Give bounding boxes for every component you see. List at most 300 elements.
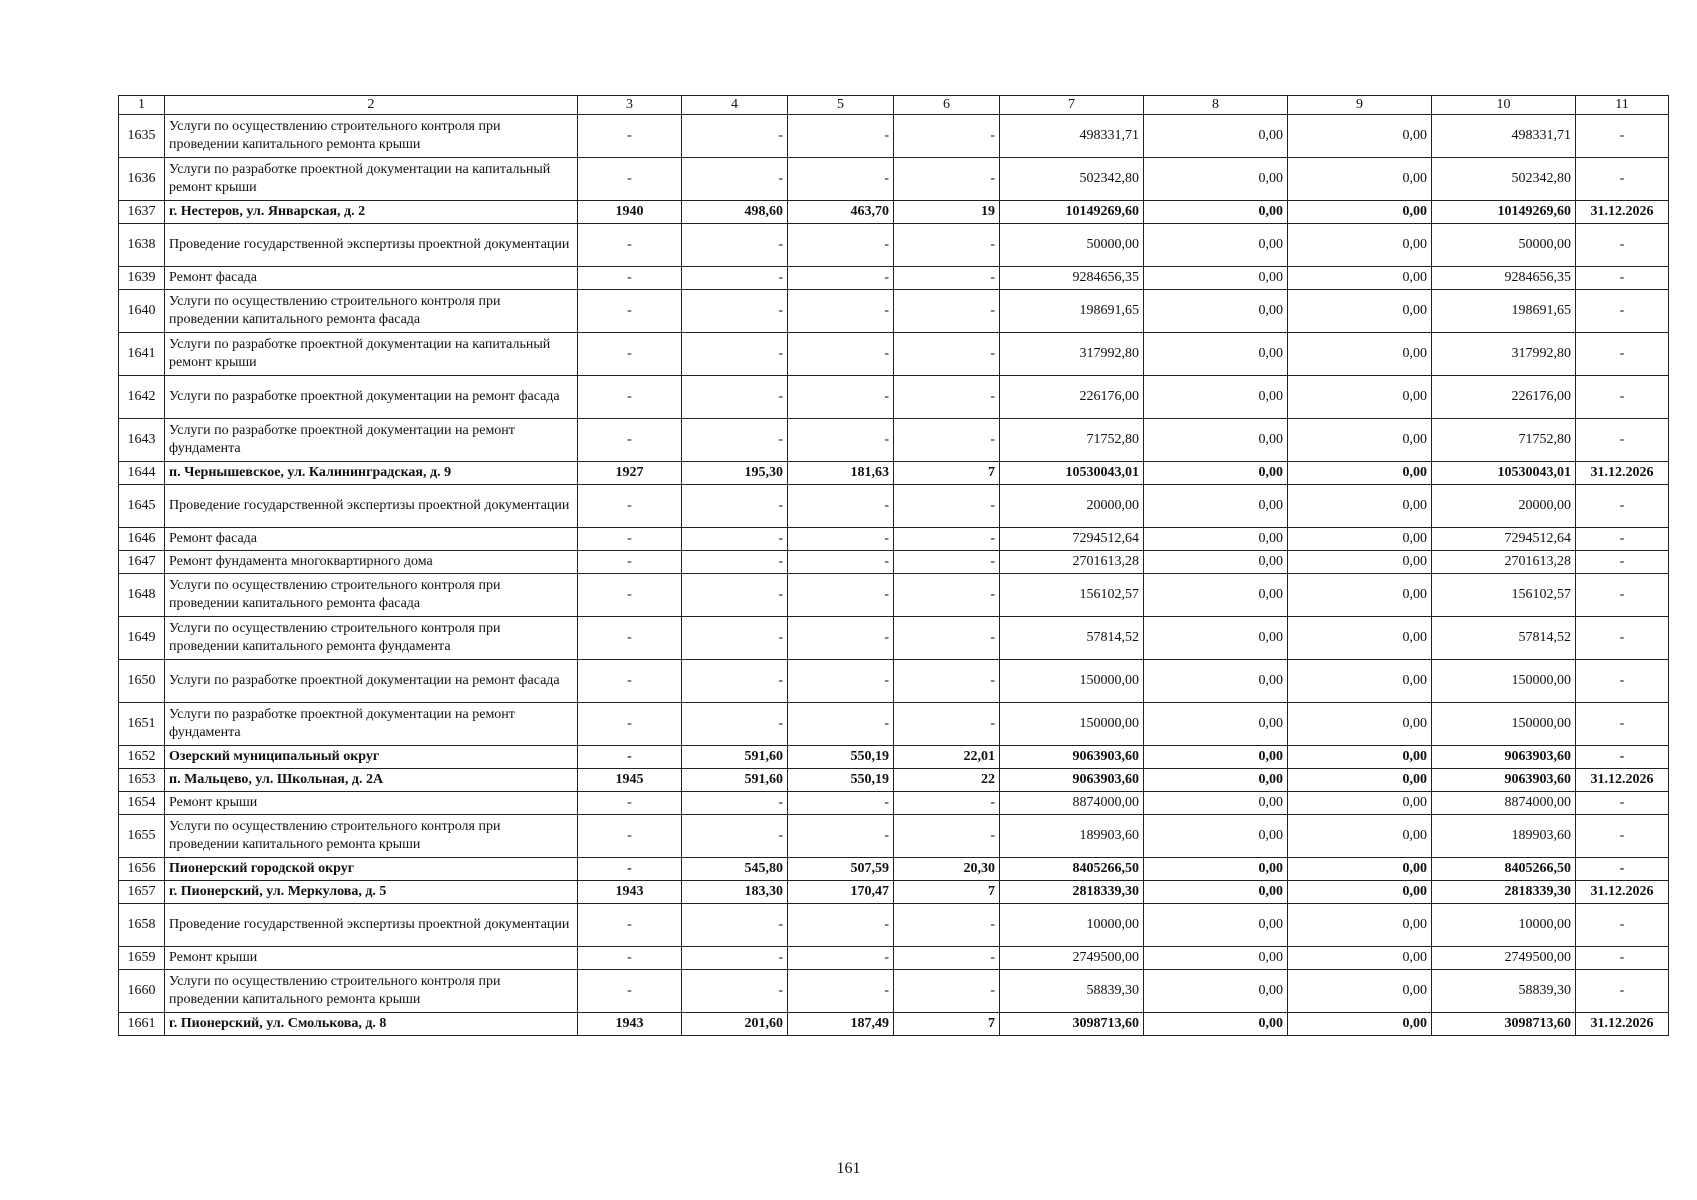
year-cell: - bbox=[578, 158, 682, 201]
work-row bbox=[119, 703, 1669, 746]
row-number-cell: 1648 bbox=[119, 574, 165, 617]
residents-cell: 19 bbox=[894, 201, 1000, 224]
year-cell: 1945 bbox=[578, 769, 682, 792]
work-name-cell: Услуги по осуществлению строительного контроля при проведении капитального ремонта фасада bbox=[165, 290, 578, 333]
fund-cost-cell: 0,00 bbox=[1144, 267, 1288, 290]
row-number-cell: 1655 bbox=[119, 815, 165, 858]
column-header: 11 bbox=[1576, 96, 1669, 115]
owners-cost-cell: 226176,00 bbox=[1432, 376, 1576, 419]
residents-cell: - bbox=[894, 660, 1000, 703]
address-row bbox=[119, 746, 1669, 769]
owners-cost-cell: 2749500,00 bbox=[1432, 947, 1576, 970]
column-header: 8 bbox=[1144, 96, 1288, 115]
deadline-cell: - bbox=[1576, 115, 1669, 158]
residents-cell: - bbox=[894, 267, 1000, 290]
work-name-cell: п. Чернышевское, ул. Калининградская, д. 9 bbox=[165, 462, 578, 485]
work-name-cell: Ремонт крыши bbox=[165, 947, 578, 970]
work-name-cell: Услуги по осуществлению строительного контроля при проведении капитального ремонта фасада bbox=[165, 574, 578, 617]
total-area-cell: - bbox=[682, 792, 788, 815]
budget-cost-cell: 0,00 bbox=[1288, 970, 1432, 1013]
residents-cell: - bbox=[894, 290, 1000, 333]
deadline-cell: - bbox=[1576, 792, 1669, 815]
residents-cell: 7 bbox=[894, 462, 1000, 485]
column-header: 7 bbox=[1000, 96, 1144, 115]
row-number-cell: 1654 bbox=[119, 792, 165, 815]
total-cost-cell: 156102,57 bbox=[1000, 574, 1144, 617]
work-row bbox=[119, 792, 1669, 815]
year-cell: - bbox=[578, 224, 682, 267]
total-cost-cell: 20000,00 bbox=[1000, 485, 1144, 528]
fund-cost-cell: 0,00 bbox=[1144, 574, 1288, 617]
work-row bbox=[119, 904, 1669, 947]
budget-cost-cell: 0,00 bbox=[1288, 158, 1432, 201]
owners-cost-cell: 20000,00 bbox=[1432, 485, 1576, 528]
row-number-cell: 1641 bbox=[119, 333, 165, 376]
residents-cell: - bbox=[894, 551, 1000, 574]
deadline-cell: 31.12.2026 bbox=[1576, 1013, 1669, 1036]
address-row bbox=[119, 858, 1669, 881]
living-area-cell: - bbox=[788, 792, 894, 815]
budget-cost-cell: 0,00 bbox=[1288, 792, 1432, 815]
fund-cost-cell: 0,00 bbox=[1144, 528, 1288, 551]
row-number-cell: 1638 bbox=[119, 224, 165, 267]
budget-cost-cell: 0,00 bbox=[1288, 746, 1432, 769]
deadline-cell: - bbox=[1576, 617, 1669, 660]
total-cost-cell: 58839,30 bbox=[1000, 970, 1144, 1013]
row-number-cell: 1649 bbox=[119, 617, 165, 660]
owners-cost-cell: 150000,00 bbox=[1432, 703, 1576, 746]
residents-cell: - bbox=[894, 419, 1000, 462]
year-cell: - bbox=[578, 746, 682, 769]
budget-cost-cell: 0,00 bbox=[1288, 224, 1432, 267]
living-area-cell: - bbox=[788, 528, 894, 551]
work-row bbox=[119, 660, 1669, 703]
year-cell: - bbox=[578, 617, 682, 660]
fund-cost-cell: 0,00 bbox=[1144, 617, 1288, 660]
fund-cost-cell: 0,00 bbox=[1144, 333, 1288, 376]
fund-cost-cell: 0,00 bbox=[1144, 485, 1288, 528]
budget-cost-cell: 0,00 bbox=[1288, 815, 1432, 858]
owners-cost-cell: 50000,00 bbox=[1432, 224, 1576, 267]
living-area-cell: - bbox=[788, 617, 894, 660]
budget-cost-cell: 0,00 bbox=[1288, 201, 1432, 224]
living-area-cell: 170,47 bbox=[788, 881, 894, 904]
deadline-cell: - bbox=[1576, 815, 1669, 858]
work-name-cell: Услуги по разработке проектной документации на ремонт фундамента bbox=[165, 419, 578, 462]
residents-cell: - bbox=[894, 528, 1000, 551]
deadline-cell: - bbox=[1576, 970, 1669, 1013]
fund-cost-cell: 0,00 bbox=[1144, 462, 1288, 485]
residents-cell: 7 bbox=[894, 881, 1000, 904]
year-cell: 1943 bbox=[578, 881, 682, 904]
row-number-cell: 1646 bbox=[119, 528, 165, 551]
total-cost-cell: 150000,00 bbox=[1000, 703, 1144, 746]
total-area-cell: - bbox=[682, 660, 788, 703]
total-area-cell: - bbox=[682, 703, 788, 746]
row-number-cell: 1647 bbox=[119, 551, 165, 574]
total-cost-cell: 9063903,60 bbox=[1000, 769, 1144, 792]
work-row bbox=[119, 290, 1669, 333]
work-name-cell: Проведение государственной экспертизы проектной документации bbox=[165, 485, 578, 528]
deadline-cell: - bbox=[1576, 485, 1669, 528]
total-area-cell: - bbox=[682, 551, 788, 574]
row-number-cell: 1650 bbox=[119, 660, 165, 703]
year-cell: 1927 bbox=[578, 462, 682, 485]
residents-cell: - bbox=[894, 224, 1000, 267]
total-cost-cell: 150000,00 bbox=[1000, 660, 1144, 703]
budget-cost-cell: 0,00 bbox=[1288, 703, 1432, 746]
total-area-cell: - bbox=[682, 333, 788, 376]
column-header: 10 bbox=[1432, 96, 1576, 115]
total-area-cell: - bbox=[682, 376, 788, 419]
fund-cost-cell: 0,00 bbox=[1144, 115, 1288, 158]
row-number-cell: 1660 bbox=[119, 970, 165, 1013]
total-cost-cell: 2749500,00 bbox=[1000, 947, 1144, 970]
year-cell: - bbox=[578, 792, 682, 815]
work-row bbox=[119, 224, 1669, 267]
total-cost-cell: 7294512,64 bbox=[1000, 528, 1144, 551]
work-name-cell: Озерский муниципальный округ bbox=[165, 746, 578, 769]
deadline-cell: - bbox=[1576, 267, 1669, 290]
budget-cost-cell: 0,00 bbox=[1288, 660, 1432, 703]
work-name-cell: Услуги по разработке проектной документации на капитальный ремонт крыши bbox=[165, 158, 578, 201]
year-cell: 1943 bbox=[578, 1013, 682, 1036]
row-number-cell: 1637 bbox=[119, 201, 165, 224]
work-name-cell: г. Нестеров, ул. Январская, д. 2 bbox=[165, 201, 578, 224]
deadline-cell: - bbox=[1576, 419, 1669, 462]
fund-cost-cell: 0,00 bbox=[1144, 746, 1288, 769]
fund-cost-cell: 0,00 bbox=[1144, 1013, 1288, 1036]
work-name-cell: Ремонт фасада bbox=[165, 267, 578, 290]
total-cost-cell: 10000,00 bbox=[1000, 904, 1144, 947]
year-cell: - bbox=[578, 904, 682, 947]
residents-cell: 7 bbox=[894, 1013, 1000, 1036]
owners-cost-cell: 9284656,35 bbox=[1432, 267, 1576, 290]
living-area-cell: 550,19 bbox=[788, 746, 894, 769]
total-area-cell: - bbox=[682, 947, 788, 970]
fund-cost-cell: 0,00 bbox=[1144, 376, 1288, 419]
work-row bbox=[119, 551, 1669, 574]
work-row bbox=[119, 574, 1669, 617]
living-area-cell: - bbox=[788, 815, 894, 858]
budget-cost-cell: 0,00 bbox=[1288, 333, 1432, 376]
residents-cell: 22 bbox=[894, 769, 1000, 792]
living-area-cell: - bbox=[788, 574, 894, 617]
total-cost-cell: 317992,80 bbox=[1000, 333, 1144, 376]
total-cost-cell: 8405266,50 bbox=[1000, 858, 1144, 881]
total-area-cell: - bbox=[682, 528, 788, 551]
year-cell: 1940 bbox=[578, 201, 682, 224]
owners-cost-cell: 2818339,30 bbox=[1432, 881, 1576, 904]
owners-cost-cell: 58839,30 bbox=[1432, 970, 1576, 1013]
owners-cost-cell: 10530043,01 bbox=[1432, 462, 1576, 485]
budget-cost-cell: 0,00 bbox=[1288, 485, 1432, 528]
residents-cell: - bbox=[894, 970, 1000, 1013]
work-name-cell: Услуги по осуществлению строительного контроля при проведении капитального ремонта крыши bbox=[165, 970, 578, 1013]
fund-cost-cell: 0,00 bbox=[1144, 290, 1288, 333]
living-area-cell: - bbox=[788, 904, 894, 947]
year-cell: - bbox=[578, 703, 682, 746]
budget-cost-cell: 0,00 bbox=[1288, 528, 1432, 551]
residents-cell: - bbox=[894, 792, 1000, 815]
total-area-cell: 591,60 bbox=[682, 746, 788, 769]
owners-cost-cell: 10149269,60 bbox=[1432, 201, 1576, 224]
work-row bbox=[119, 947, 1669, 970]
fund-cost-cell: 0,00 bbox=[1144, 158, 1288, 201]
column-number-header-row bbox=[119, 96, 1669, 115]
residents-cell: - bbox=[894, 158, 1000, 201]
owners-cost-cell: 502342,80 bbox=[1432, 158, 1576, 201]
total-cost-cell: 9063903,60 bbox=[1000, 746, 1144, 769]
column-header: 3 bbox=[578, 96, 682, 115]
address-row bbox=[119, 201, 1669, 224]
deadline-cell: 31.12.2026 bbox=[1576, 462, 1669, 485]
owners-cost-cell: 71752,80 bbox=[1432, 419, 1576, 462]
deadline-cell: - bbox=[1576, 376, 1669, 419]
deadline-cell: - bbox=[1576, 528, 1669, 551]
living-area-cell: - bbox=[788, 947, 894, 970]
work-row bbox=[119, 419, 1669, 462]
owners-cost-cell: 8874000,00 bbox=[1432, 792, 1576, 815]
fund-cost-cell: 0,00 bbox=[1144, 881, 1288, 904]
year-cell: - bbox=[578, 947, 682, 970]
budget-cost-cell: 0,00 bbox=[1288, 267, 1432, 290]
work-name-cell: г. Пионерский, ул. Меркулова, д. 5 bbox=[165, 881, 578, 904]
living-area-cell: - bbox=[788, 419, 894, 462]
residents-cell: - bbox=[894, 376, 1000, 419]
deadline-cell: - bbox=[1576, 551, 1669, 574]
total-area-cell: - bbox=[682, 419, 788, 462]
living-area-cell: - bbox=[788, 551, 894, 574]
owners-cost-cell: 10000,00 bbox=[1432, 904, 1576, 947]
living-area-cell: 187,49 bbox=[788, 1013, 894, 1036]
fund-cost-cell: 0,00 bbox=[1144, 660, 1288, 703]
row-number-cell: 1645 bbox=[119, 485, 165, 528]
budget-cost-cell: 0,00 bbox=[1288, 881, 1432, 904]
fund-cost-cell: 0,00 bbox=[1144, 792, 1288, 815]
deadline-cell: - bbox=[1576, 224, 1669, 267]
residents-cell: - bbox=[894, 333, 1000, 376]
total-area-cell: - bbox=[682, 267, 788, 290]
year-cell: - bbox=[578, 333, 682, 376]
capital-repair-table bbox=[118, 95, 1669, 1036]
residents-cell: - bbox=[894, 947, 1000, 970]
deadline-cell: 31.12.2026 bbox=[1576, 201, 1669, 224]
work-name-cell: Услуги по осуществлению строительного контроля при проведении капитального ремонта крыши bbox=[165, 815, 578, 858]
work-name-cell: Услуги по осуществлению строительного контроля при проведении капитального ремонта крыши bbox=[165, 115, 578, 158]
work-row bbox=[119, 158, 1669, 201]
owners-cost-cell: 7294512,64 bbox=[1432, 528, 1576, 551]
row-number-cell: 1652 bbox=[119, 746, 165, 769]
owners-cost-cell: 9063903,60 bbox=[1432, 769, 1576, 792]
owners-cost-cell: 8405266,50 bbox=[1432, 858, 1576, 881]
living-area-cell: - bbox=[788, 224, 894, 267]
address-row bbox=[119, 462, 1669, 485]
total-cost-cell: 71752,80 bbox=[1000, 419, 1144, 462]
fund-cost-cell: 0,00 bbox=[1144, 970, 1288, 1013]
living-area-cell: 463,70 bbox=[788, 201, 894, 224]
column-header: 1 bbox=[119, 96, 165, 115]
row-number-cell: 1656 bbox=[119, 858, 165, 881]
work-name-cell: Услуги по разработке проектной документации на ремонт фасада bbox=[165, 376, 578, 419]
budget-cost-cell: 0,00 bbox=[1288, 462, 1432, 485]
residents-cell: 20,30 bbox=[894, 858, 1000, 881]
year-cell: - bbox=[578, 267, 682, 290]
fund-cost-cell: 0,00 bbox=[1144, 815, 1288, 858]
column-header: 4 bbox=[682, 96, 788, 115]
deadline-cell: - bbox=[1576, 290, 1669, 333]
residents-cell: - bbox=[894, 815, 1000, 858]
work-name-cell: Услуги по разработке проектной документации на ремонт фундамента bbox=[165, 703, 578, 746]
residents-cell: - bbox=[894, 617, 1000, 660]
row-number-cell: 1651 bbox=[119, 703, 165, 746]
total-cost-cell: 226176,00 bbox=[1000, 376, 1144, 419]
living-area-cell: - bbox=[788, 158, 894, 201]
living-area-cell: - bbox=[788, 970, 894, 1013]
total-area-cell: - bbox=[682, 574, 788, 617]
total-area-cell: - bbox=[682, 158, 788, 201]
total-cost-cell: 2701613,28 bbox=[1000, 551, 1144, 574]
row-number-cell: 1640 bbox=[119, 290, 165, 333]
living-area-cell: - bbox=[788, 703, 894, 746]
total-cost-cell: 189903,60 bbox=[1000, 815, 1144, 858]
owners-cost-cell: 2701613,28 bbox=[1432, 551, 1576, 574]
deadline-cell: 31.12.2026 bbox=[1576, 769, 1669, 792]
year-cell: - bbox=[578, 419, 682, 462]
residents-cell: 22,01 bbox=[894, 746, 1000, 769]
row-number-cell: 1661 bbox=[119, 1013, 165, 1036]
total-cost-cell: 3098713,60 bbox=[1000, 1013, 1144, 1036]
total-area-cell: 591,60 bbox=[682, 769, 788, 792]
owners-cost-cell: 189903,60 bbox=[1432, 815, 1576, 858]
total-cost-cell: 50000,00 bbox=[1000, 224, 1144, 267]
deadline-cell: - bbox=[1576, 904, 1669, 947]
budget-cost-cell: 0,00 bbox=[1288, 904, 1432, 947]
deadline-cell: - bbox=[1576, 574, 1669, 617]
work-row bbox=[119, 485, 1669, 528]
work-name-cell: Ремонт крыши bbox=[165, 792, 578, 815]
row-number-cell: 1642 bbox=[119, 376, 165, 419]
work-name-cell: Услуги по осуществлению строительного контроля при проведении капитального ремонта фундамента bbox=[165, 617, 578, 660]
budget-cost-cell: 0,00 bbox=[1288, 769, 1432, 792]
deadline-cell: 31.12.2026 bbox=[1576, 881, 1669, 904]
total-area-cell: 195,30 bbox=[682, 462, 788, 485]
total-area-cell: - bbox=[682, 485, 788, 528]
page-number: 161 bbox=[836, 1160, 861, 1177]
budget-cost-cell: 0,00 bbox=[1288, 419, 1432, 462]
budget-cost-cell: 0,00 bbox=[1288, 947, 1432, 970]
fund-cost-cell: 0,00 bbox=[1144, 769, 1288, 792]
address-row bbox=[119, 881, 1669, 904]
budget-cost-cell: 0,00 bbox=[1288, 115, 1432, 158]
deadline-cell: - bbox=[1576, 746, 1669, 769]
total-cost-cell: 10149269,60 bbox=[1000, 201, 1144, 224]
fund-cost-cell: 0,00 bbox=[1144, 201, 1288, 224]
column-header: 2 bbox=[165, 96, 578, 115]
total-area-cell: - bbox=[682, 290, 788, 333]
fund-cost-cell: 0,00 bbox=[1144, 551, 1288, 574]
owners-cost-cell: 198691,65 bbox=[1432, 290, 1576, 333]
living-area-cell: - bbox=[788, 485, 894, 528]
living-area-cell: - bbox=[788, 267, 894, 290]
owners-cost-cell: 498331,71 bbox=[1432, 115, 1576, 158]
owners-cost-cell: 9063903,60 bbox=[1432, 746, 1576, 769]
total-area-cell: 545,80 bbox=[682, 858, 788, 881]
living-area-cell: - bbox=[788, 333, 894, 376]
deadline-cell: - bbox=[1576, 660, 1669, 703]
work-name-cell: Пионерский городской округ bbox=[165, 858, 578, 881]
total-cost-cell: 198691,65 bbox=[1000, 290, 1144, 333]
year-cell: - bbox=[578, 115, 682, 158]
row-number-cell: 1659 bbox=[119, 947, 165, 970]
column-header: 6 bbox=[894, 96, 1000, 115]
budget-cost-cell: 0,00 bbox=[1288, 290, 1432, 333]
column-header: 9 bbox=[1288, 96, 1432, 115]
year-cell: - bbox=[578, 528, 682, 551]
work-name-cell: Услуги по разработке проектной документации на капитальный ремонт крыши bbox=[165, 333, 578, 376]
living-area-cell: 181,63 bbox=[788, 462, 894, 485]
row-number-cell: 1653 bbox=[119, 769, 165, 792]
budget-cost-cell: 0,00 bbox=[1288, 858, 1432, 881]
work-row bbox=[119, 333, 1669, 376]
total-cost-cell: 498331,71 bbox=[1000, 115, 1144, 158]
work-name-cell: Проведение государственной экспертизы проектной документации bbox=[165, 904, 578, 947]
total-cost-cell: 10530043,01 bbox=[1000, 462, 1144, 485]
work-name-cell: Ремонт фундамента многоквартирного дома bbox=[165, 551, 578, 574]
deadline-cell: - bbox=[1576, 947, 1669, 970]
total-area-cell: - bbox=[682, 815, 788, 858]
total-cost-cell: 502342,80 bbox=[1000, 158, 1144, 201]
living-area-cell: - bbox=[788, 115, 894, 158]
budget-cost-cell: 0,00 bbox=[1288, 551, 1432, 574]
owners-cost-cell: 3098713,60 bbox=[1432, 1013, 1576, 1036]
total-cost-cell: 2818339,30 bbox=[1000, 881, 1144, 904]
total-area-cell: - bbox=[682, 617, 788, 660]
fund-cost-cell: 0,00 bbox=[1144, 419, 1288, 462]
total-area-cell: - bbox=[682, 224, 788, 267]
fund-cost-cell: 0,00 bbox=[1144, 703, 1288, 746]
column-header: 5 bbox=[788, 96, 894, 115]
total-area-cell: 498,60 bbox=[682, 201, 788, 224]
fund-cost-cell: 0,00 bbox=[1144, 904, 1288, 947]
deadline-cell: - bbox=[1576, 333, 1669, 376]
work-row bbox=[119, 376, 1669, 419]
row-number-cell: 1658 bbox=[119, 904, 165, 947]
work-name-cell: Проведение государственной экспертизы проектной документации bbox=[165, 224, 578, 267]
budget-cost-cell: 0,00 bbox=[1288, 617, 1432, 660]
owners-cost-cell: 156102,57 bbox=[1432, 574, 1576, 617]
work-row bbox=[119, 970, 1669, 1013]
living-area-cell: - bbox=[788, 376, 894, 419]
year-cell: - bbox=[578, 551, 682, 574]
work-name-cell: Услуги по разработке проектной документации на ремонт фасада bbox=[165, 660, 578, 703]
residents-cell: - bbox=[894, 574, 1000, 617]
work-row bbox=[119, 528, 1669, 551]
year-cell: - bbox=[578, 815, 682, 858]
year-cell: - bbox=[578, 970, 682, 1013]
year-cell: - bbox=[578, 574, 682, 617]
row-number-cell: 1657 bbox=[119, 881, 165, 904]
residents-cell: - bbox=[894, 904, 1000, 947]
total-cost-cell: 9284656,35 bbox=[1000, 267, 1144, 290]
owners-cost-cell: 150000,00 bbox=[1432, 660, 1576, 703]
row-number-cell: 1636 bbox=[119, 158, 165, 201]
row-number-cell: 1635 bbox=[119, 115, 165, 158]
year-cell: - bbox=[578, 485, 682, 528]
work-row bbox=[119, 815, 1669, 858]
year-cell: - bbox=[578, 290, 682, 333]
deadline-cell: - bbox=[1576, 703, 1669, 746]
